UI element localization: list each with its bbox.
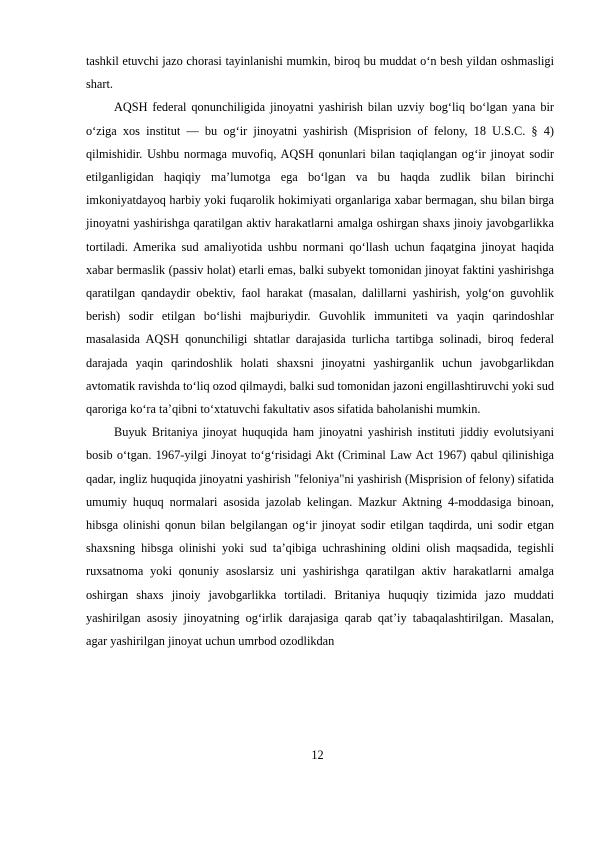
- paragraph-uk-criminal-law: Buyuk Britaniya jinoyat huquqida ham jinoyatni yashirish instituti jiddiy evolutsiyani bosib o‘tgan. 1967-yilgi Jinoyat to‘g‘risidagi Akt (Criminal Law Act 1967) qabul qilinishiga qadar, ingliz huquqida jinoyatni yashirish "feloniya"ni yashirish (Misprision of felony) sifatida umumiy huquq normalari asosida jazolab kelingan. Mazkur Aktning 4-moddasiga binoan, hibsga olinishi qonun bilan belgilangan og‘ir jinoyat sodir etilgan taqdirda, uni sodir etgan shaxsning hibsga olinishi yoki sud ta’qibiga uchrashining oldini olish maqsadida, tegishli ruxsatnoma yoki qonuniy asoslarsiz uni yashirishga qaratilgan aktiv harakatlarni amalga oshirgan shaxs jinoiy javobgarlikka tortiladi. Britaniya huquqiy tizimida jazo muddati yashirilgan asosiy jinoyatning og‘irlik darajasiga qarab qat’iy tabaqalashtirilgan. Masalan, agar yashirilgan jinoyat uchun umrbod ozodlikdan: [86, 425, 554, 649]
- paragraph-continuation: tashkil etuvchi jazo chorasi tayinlanishi mumkin, biroq bu muddat o‘n besh yildan oshmasligi shart.: [86, 54, 554, 92]
- page-number: 12: [311, 748, 324, 762]
- document-page: [86, 50, 554, 653]
- paragraph-usa-misprision: AQSH federal qonunchiligida jinoyatni yashirish bilan uzviy bog‘liq bo‘lgan yana bir o‘ziga xos institut — bu og‘ir jinoyatni yashirish (Misprision of felony, 18 U.S.C. § 4) qilmishidir. Ushbu normaga muvofiq, AQSH qonunlari bilan taqiqlangan og‘ir jinoyat sodir etilganligidan haqiqiy ma’lumotga ega bo‘lgan va bu haqda zudlik bilan birinchi imkoniyatdayoq harbiy yoki fuqarolik hokimiyati organlariga xabar bermagan, shu bilan birga jinoyatni yashirishga qaratilgan aktiv harakatlarni amalga oshirgan shaxs jinoiy javobgarlikka tortiladi. Amerika sud amaliyotida ushbu normani qo‘llash uchun faqatgina jinoyat haqida xabar bermaslik (passiv holat) etarli emas, balki subyekt tomonidan jinoyat faktini yashirishga qaratilgan qandaydir obektiv, faol harakat (masalan, dalillarni yashirish, yolg‘on guvohlik berish) sodir etilgan bo‘lishi majburiydir. Guvohlik immuniteti va yaqin qarindoshlar masalasida AQSH qonunchiligi shtatlar darajasida turlicha tartibga solinadi, biroq federal darajada yaqin qarindoshlik holati shaxsni jinoyatni yashirganlik uchun javobgarlikdan avtomatik ravishda to‘liq ozod qilmaydi, balki sud tomonidan jazoni engillashtiruvchi yoki sud qaroriga ko‘ra ta’qibni to‘xtatuvchi fakultativ asos sifatida baholanishi mumkin.: [86, 100, 554, 417]
